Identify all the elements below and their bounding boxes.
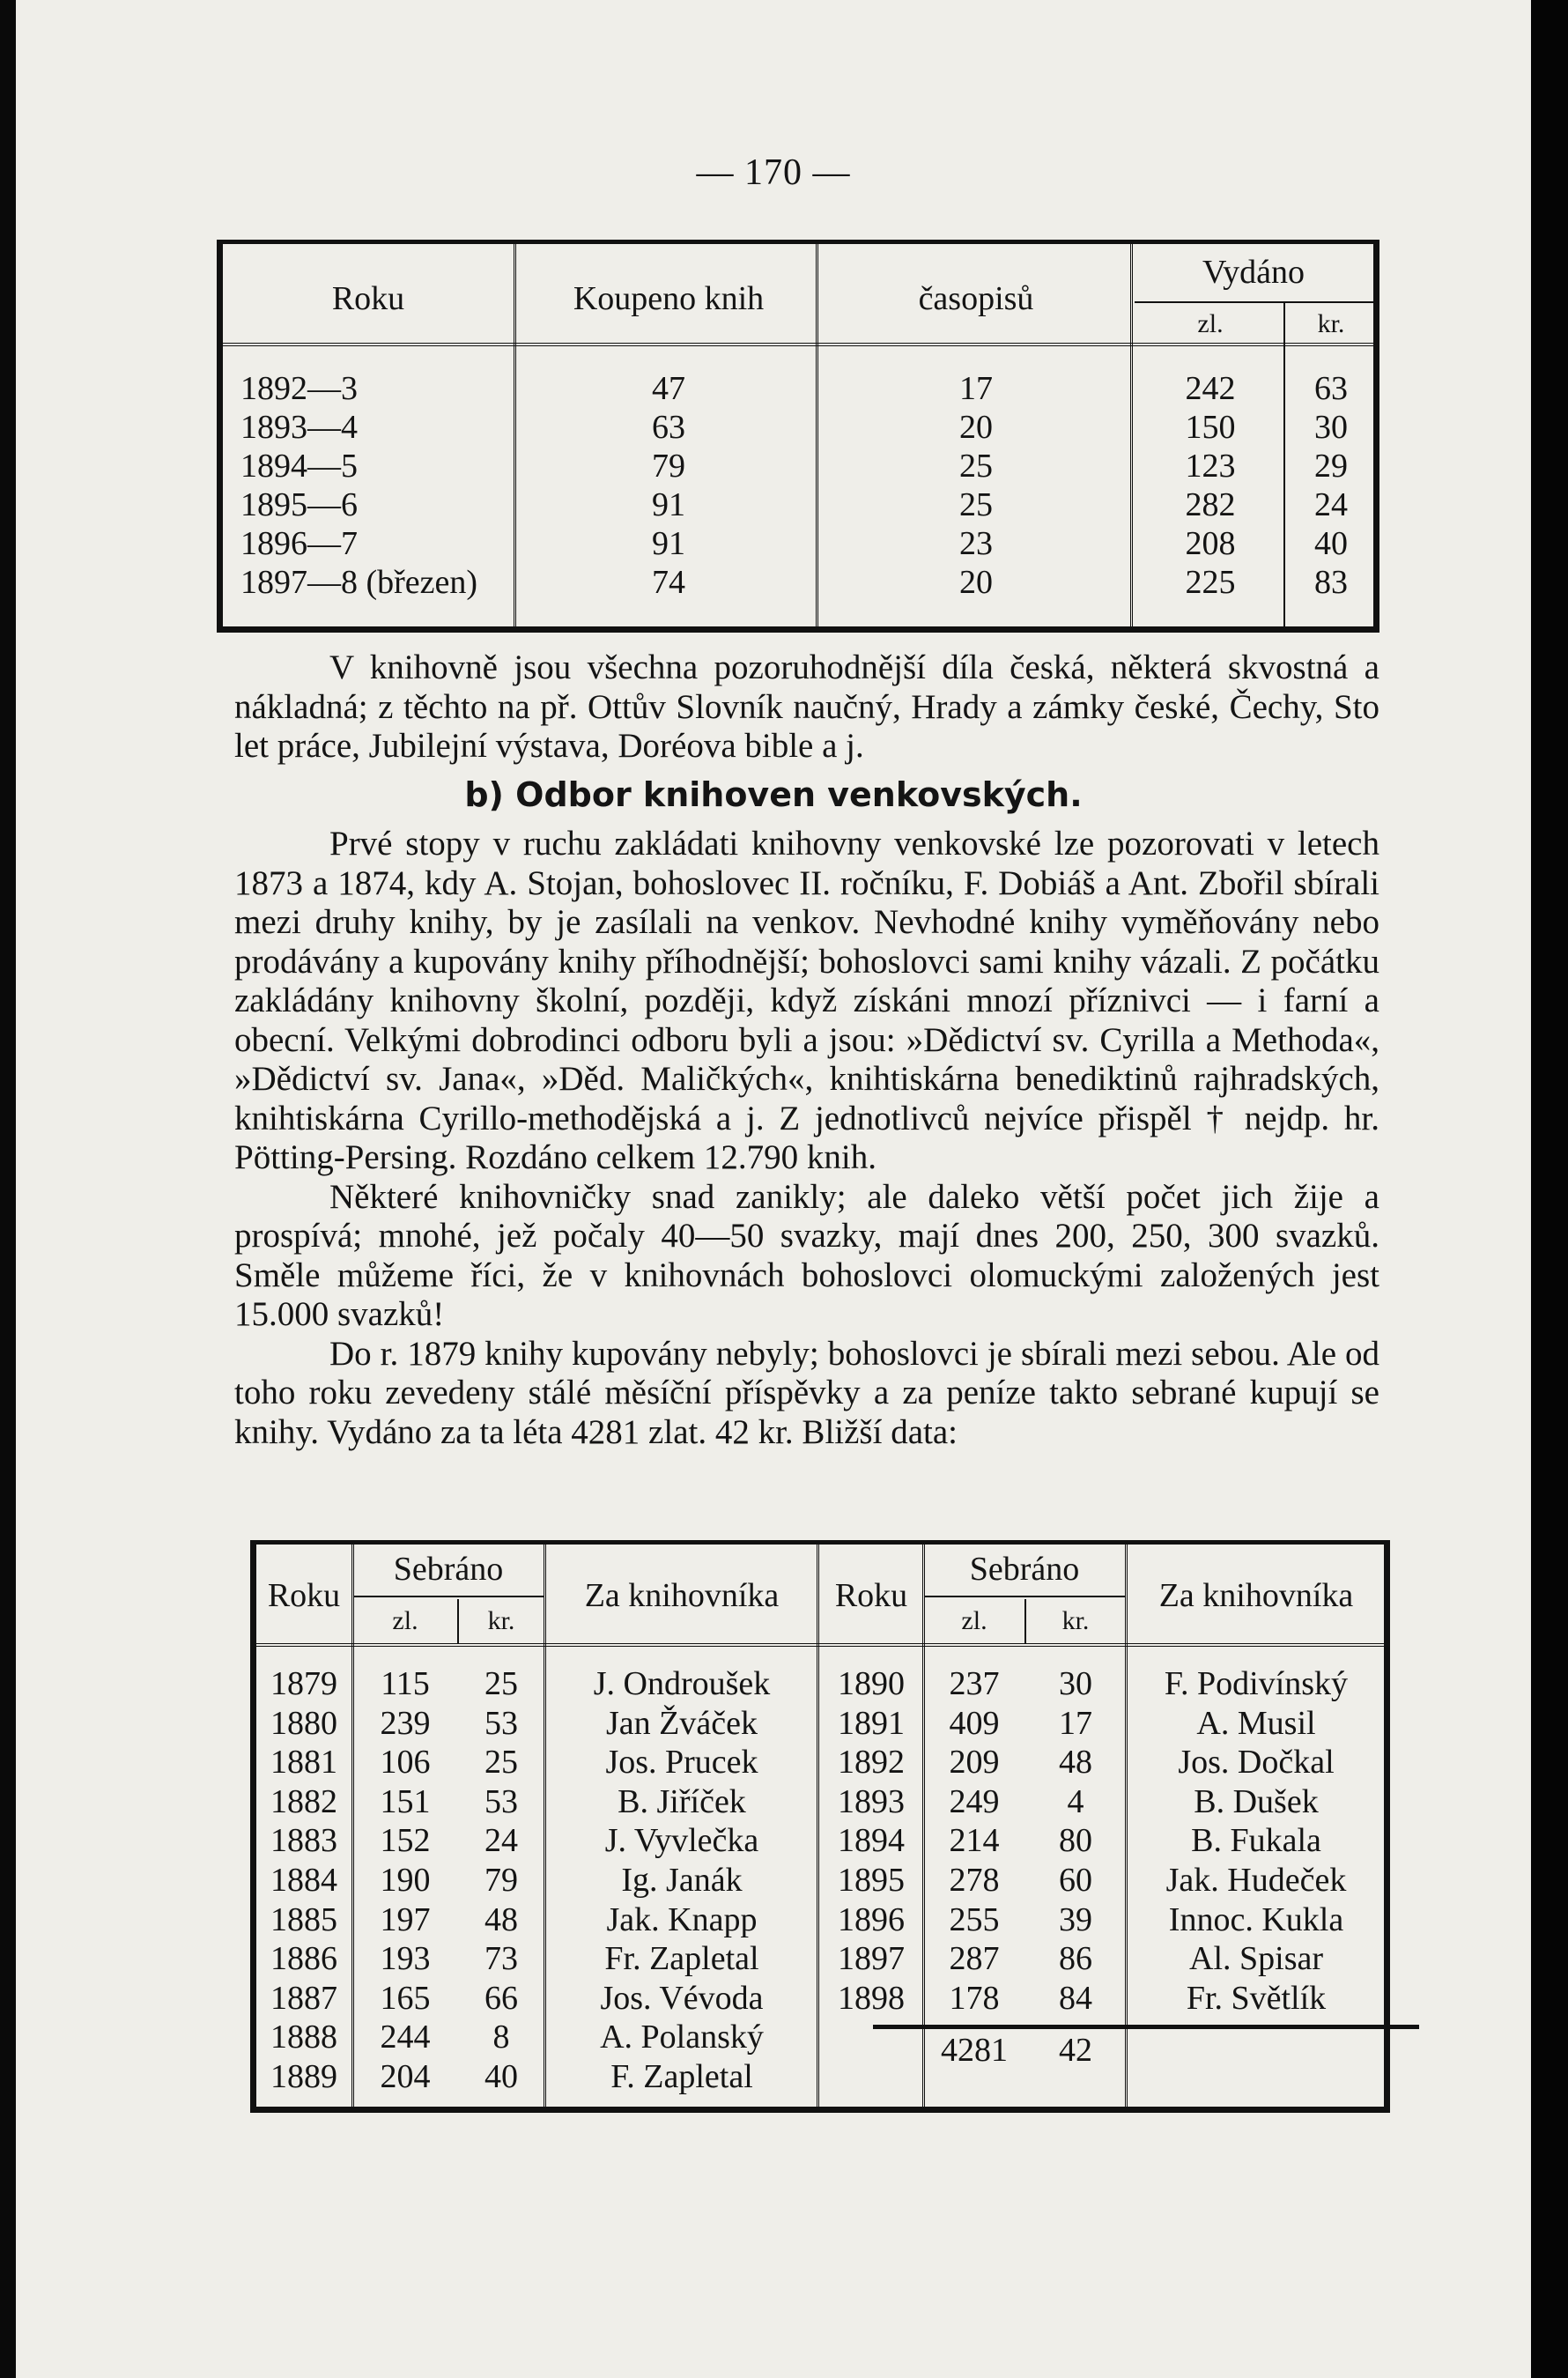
- header-sebrano: Sebráno: [393, 1551, 504, 1588]
- cell-roku: 1889: [270, 2057, 337, 2095]
- cell-zl: 204: [380, 2057, 431, 2095]
- subheader-divider: [353, 1596, 544, 1597]
- cell-zl: 244: [380, 2019, 431, 2056]
- cell-knihovnik: Ig. Janák: [621, 1861, 743, 1899]
- cell-roku: 1898: [838, 1979, 905, 2017]
- cell-kr: 48: [1059, 1744, 1092, 1782]
- book-page: [16, 0, 1531, 2378]
- section-heading: b) Odbor knihoven venkovských.: [464, 775, 1083, 814]
- cell-zl: 208: [1185, 525, 1236, 562]
- cell-casopisu: 17: [959, 370, 993, 407]
- table-row: [256, 1939, 1384, 1979]
- header-knihovnik: Za knihovníka: [1158, 1577, 1354, 1614]
- cell-kr: 8: [492, 2019, 510, 2056]
- cell-kr: 17: [1059, 1704, 1092, 1742]
- scan-edge: [1531, 0, 1568, 2378]
- cell-roku: 1893: [838, 1782, 905, 1820]
- table-row: [256, 2018, 1384, 2057]
- cell-knihovnik: Jan Žváček: [606, 1704, 758, 1742]
- cell-koupeno: 91: [652, 486, 685, 523]
- cell-kr: 53: [484, 1782, 518, 1820]
- cell-roku: 1890: [838, 1665, 905, 1702]
- table-row: [223, 369, 1373, 408]
- cell-kr: 30: [1314, 409, 1348, 446]
- table-row: [256, 2057, 1384, 2097]
- cell-knihovnik: J. Ondroušek: [593, 1665, 771, 1702]
- cell-zl: 150: [1185, 409, 1236, 446]
- cell-koupeno: 79: [652, 448, 685, 485]
- cell-roku: 1884: [270, 1861, 337, 1899]
- cell-casopisu: 25: [959, 448, 993, 485]
- header-roku: Roku: [834, 1577, 908, 1614]
- paragraph: V knihovně jsou všechna pozoruhodnější díla česká, některá skvostná a nákladná; z těchto na př. Ottův Slovník naučný, Hrady a zámky české, Čechy, Sto let práce, Jubilejní výstava, Doréova bible a j.: [234, 648, 1379, 765]
- cell-knihovnik: Fr. Zapletal: [604, 1940, 759, 1978]
- cell-kr: 40: [484, 2057, 518, 2095]
- subheader-divider: [924, 1596, 1125, 1597]
- cell-roku: 1897—8 (březen): [240, 564, 478, 601]
- table-row: [256, 1979, 1384, 2019]
- cell-zl: 214: [949, 1822, 1000, 1860]
- cell-kr: 4: [1067, 1782, 1084, 1820]
- cell-knihovnik: Jos. Vévoda: [600, 1979, 764, 2017]
- table-row: [256, 1743, 1384, 1782]
- cell-kr: 53: [484, 1704, 518, 1742]
- cell-kr: 29: [1314, 448, 1348, 485]
- cell-knihovnik: Jak. Hudeček: [1165, 1861, 1347, 1899]
- cell-zl: 242: [1185, 370, 1236, 407]
- cell-zl: 115: [381, 1665, 430, 1702]
- table-row: [223, 485, 1373, 524]
- cell-kr: 24: [1314, 486, 1348, 523]
- cell-knihovnik: B. Jiříček: [618, 1782, 746, 1820]
- cell-knihovnik: J. Vyvlečka: [604, 1822, 759, 1860]
- cell-roku: 1894: [838, 1822, 905, 1860]
- header-vydano: Vydáno: [1202, 254, 1305, 291]
- cell-casopisu: 20: [959, 564, 993, 601]
- header-zl: zl.: [392, 1606, 418, 1635]
- cell-roku: 1897: [838, 1940, 905, 1978]
- cell-kr: 24: [484, 1822, 518, 1860]
- cell-casopisu: 23: [959, 525, 993, 562]
- cell-roku: 1892—3: [240, 370, 358, 407]
- table-row: [256, 1664, 1384, 1704]
- cell-zl: 225: [1185, 564, 1236, 601]
- cell-roku: 1880: [270, 1704, 337, 1742]
- header-roku: Roku: [267, 1577, 341, 1614]
- cell-knihovnik: F. Zapletal: [610, 2057, 753, 2095]
- header-divider: [256, 1643, 1384, 1647]
- header-koupeno: Koupeno knih: [573, 280, 765, 317]
- cell-zl: 278: [949, 1861, 1000, 1899]
- header-zl: zl.: [1197, 309, 1224, 338]
- cell-kr: 73: [484, 1940, 518, 1978]
- cell-roku: 1895: [838, 1861, 905, 1899]
- cell-zl: 193: [380, 1940, 431, 1978]
- cell-kr: 86: [1059, 1940, 1092, 1978]
- cell-zl: 282: [1185, 486, 1236, 523]
- cell-roku: 1894—5: [240, 448, 358, 485]
- cell-kr: 63: [1314, 370, 1348, 407]
- header-kr: kr.: [1317, 309, 1345, 338]
- cell-roku: 1886: [270, 1940, 337, 1978]
- cell-roku: 1883: [270, 1822, 337, 1860]
- table-row: [256, 1821, 1384, 1861]
- collections-table: [250, 1540, 1390, 2113]
- subheader-divider: [1135, 301, 1373, 303]
- cell-zl: 123: [1185, 448, 1236, 485]
- cell-knihovnik: A. Musil: [1196, 1704, 1316, 1742]
- cell-roku: 1896—7: [240, 525, 358, 562]
- paragraph: Některé knihovničky snad zanikly; ale daleko větší počet jich žije a prospívá; mnohé, jež počaly 40—50 svazky, mají dnes 200, 250, 300 svazků. Směle můžeme říci, že v knihovnách bohoslovci olomuckými založených jest 15.000 svazků!: [234, 1177, 1379, 1333]
- cell-zl: 197: [380, 1900, 431, 1938]
- cell-roku: 1887: [270, 1979, 337, 2017]
- cell-zl: 151: [380, 1782, 431, 1820]
- cell-knihovnik: B. Fukala: [1191, 1822, 1321, 1860]
- page-number: — 170 —: [696, 152, 851, 193]
- table-row: [256, 1782, 1384, 1822]
- cell-koupeno: 63: [652, 409, 685, 446]
- cell-kr: 60: [1059, 1861, 1092, 1899]
- cell-roku: 1881: [270, 1744, 337, 1782]
- table-row: [223, 447, 1373, 485]
- paragraph: Do r. 1879 knihy kupovány nebyly; bohoslovci je sbírali mezi sebou. Ale od toho roku zevedeny stálé měsíční příspěvky a za peníze takto sebrané kupují se knihy. Vydáno za ta léta 4281 zlat. 42 kr. Bližší data:: [234, 1334, 1379, 1451]
- table-row: [256, 1704, 1384, 1744]
- cell-zl: 178: [949, 1979, 1000, 2017]
- cell-kr: 84: [1059, 1979, 1092, 2017]
- cell-knihovnik: Jos. Dočkal: [1178, 1744, 1335, 1782]
- cell-kr: 48: [484, 1900, 518, 1938]
- table-row: [223, 524, 1373, 563]
- table-row: [256, 1900, 1384, 1940]
- cell-knihovnik: B. Dušek: [1194, 1782, 1319, 1820]
- cell-casopisu: 20: [959, 409, 993, 446]
- cell-knihovnik: Al. Spisar: [1189, 1940, 1323, 1978]
- cell-zl: 237: [949, 1665, 1000, 1702]
- paragraph: Prvé stopy v ruchu zakládati knihovny venkovské lze pozorovati v letech 1873 a 1874, kdy A. Stojan, bohoslovec II. ročníku, F. Dobiáš a Ant. Zbořil sbírali mezi druhy knihy, by je zasílali na venkov. Nevhodné knihy vyměňovány nebo prodávány a kupovány knihy příhodnější; bohoslovci sami knihy vázali. Z počátku zakládány knihovny školní, později, když získáni mnozí příznivci — i farní a obecní. Velkými dobrodinci odboru byli a jsou: »Dědictví sv. Cyrilla a Methoda«, »Dědictví sv. Jana«, »Děd. Maličkých«, knihtiskárna benediktinů rajhradských, knihtiskárna Cyrillo-methodějská a j. Z jednotlivců nejvíce přispěl † nejdp. hr. Pötting-Persing. Rozdáno celkem 12.790 knih.: [234, 825, 1379, 1176]
- cell-knihovnik: Jos. Prucek: [605, 1744, 758, 1782]
- header-kr: kr.: [487, 1606, 515, 1635]
- cell-zl: 152: [380, 1822, 431, 1860]
- cell-zl: 239: [380, 1704, 431, 1742]
- cell-roku: 1893—4: [240, 409, 358, 446]
- cell-knihovnik: Innoc. Kukla: [1168, 1900, 1344, 1938]
- cell-knihovnik: Jak. Knapp: [606, 1900, 758, 1938]
- header-sebrano: Sebráno: [969, 1551, 1080, 1588]
- header-kr: kr.: [1061, 1606, 1090, 1635]
- cell-kr: 39: [1059, 1900, 1092, 1938]
- cell-koupeno: 74: [652, 564, 685, 601]
- cell-zl: 209: [949, 1744, 1000, 1782]
- cell-zl: 287: [949, 1940, 1000, 1978]
- table-row: [223, 563, 1373, 602]
- cell-roku: 1888: [270, 2019, 337, 2056]
- library-purchases-table: [217, 240, 1379, 633]
- header-roku: Roku: [331, 280, 405, 317]
- cell-knihovnik: F. Podivínský: [1164, 1665, 1349, 1702]
- cell-roku: 1879: [270, 1665, 337, 1702]
- cell-roku: 1892: [838, 1744, 905, 1782]
- table-row: [223, 408, 1373, 447]
- cell-zl: 106: [380, 1744, 431, 1782]
- cell-roku: 1895—6: [240, 486, 358, 523]
- cell-koupeno: 47: [652, 370, 685, 407]
- header-knihovnik: Za knihovníka: [584, 1577, 780, 1614]
- cell-roku: 1885: [270, 1900, 337, 1938]
- cell-kr: 40: [1314, 525, 1348, 562]
- cell-zl: 255: [949, 1900, 1000, 1938]
- cell-kr: 80: [1059, 1822, 1092, 1860]
- cell-zl: 165: [380, 1979, 431, 2017]
- cell-casopisu: 25: [959, 486, 993, 523]
- cell-kr: 30: [1059, 1665, 1092, 1702]
- total-kr: 42: [1059, 2032, 1092, 2069]
- header-casopisu: časopisů: [918, 280, 1034, 317]
- cell-kr: 79: [484, 1861, 518, 1899]
- cell-kr: 83: [1314, 564, 1348, 601]
- cell-roku: 1891: [838, 1704, 905, 1742]
- header-zl: zl.: [961, 1606, 987, 1635]
- cell-zl: 249: [949, 1782, 1000, 1820]
- cell-kr: 25: [484, 1665, 518, 1702]
- cell-roku: 1896: [838, 1900, 905, 1938]
- cell-kr: 66: [484, 1979, 518, 2017]
- total-zl: 4281: [941, 2032, 1008, 2069]
- cell-roku: 1882: [270, 1782, 337, 1820]
- table-row: [256, 1861, 1384, 1900]
- cell-zl: 190: [380, 1861, 431, 1899]
- cell-zl: 409: [949, 1704, 1000, 1742]
- text-block: [234, 825, 1379, 1452]
- header-divider: [223, 343, 1373, 346]
- text-block: [234, 648, 1379, 767]
- cell-knihovnik: A. Polanský: [600, 2019, 764, 2056]
- cell-koupeno: 91: [652, 525, 685, 562]
- cell-kr: 25: [484, 1744, 518, 1782]
- cell-knihovnik: Fr. Světlík: [1186, 1979, 1327, 2017]
